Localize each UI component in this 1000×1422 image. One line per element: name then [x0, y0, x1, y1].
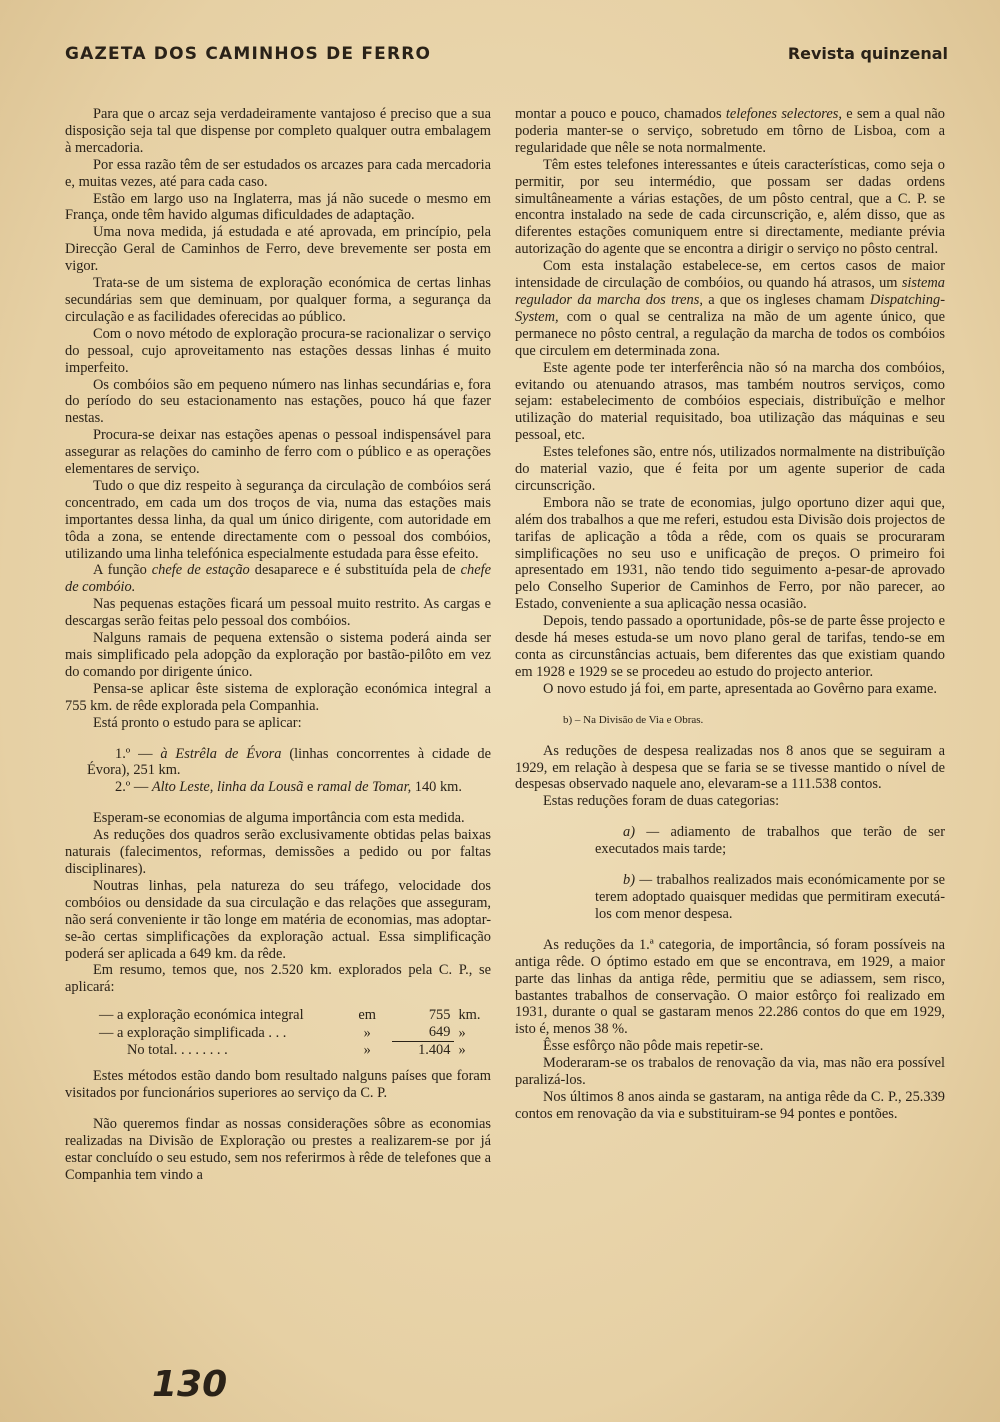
paragraph: Procura-se deixar nas estações apenas o pessoal indispensável para assegurar as relações do caminho de ferro com o público e as operações elementares de serviço. [65, 427, 491, 478]
right-column [515, 106, 945, 1123]
paragraph: Moderaram-se os trabalos de renovação da via, mas não era possível paralizá-los. [515, 1055, 945, 1089]
summary-table [95, 1007, 491, 1059]
table-row: No total. . . . . . . . » 1.404 » [127, 1042, 466, 1059]
paragraph: Estão em largo uso na Inglaterra, mas já não sucede o mesmo em França, onde têm havido algumas dificuldades de adaptação. [65, 190, 491, 224]
journal-title: GAZETA DOS CAMINHOS DE FERRO [65, 44, 432, 64]
paragraph: Os combóios são em pequeno número nas linhas secundárias e, fora do período do seu estacionamento nas estações, pouco há que fazer nestas. [65, 376, 491, 427]
paragraph: Estes telefones são, entre nós, utilizados normalmente na distribuïção do material vazio, que é feita por um agente superior de cada circunscrição. [515, 444, 945, 494]
table-row: — a exploração simplificada . . . » 649 » [99, 1024, 466, 1041]
paragraph: Têm estes telefones interessantes e úteis características, como seja o permitir, por seu intermédio, que possam ser dadas ordens simultâneamente a várias estações, de um pôsto central, que a C. P. se encontra instalado na sede de cada circunscrição, e, além disso, que as diferentes estações comuniquem entre si directamente, mediante prévia autorização do agente que se encontra a dirigir o serviço no pôsto central. [515, 156, 945, 258]
table-row: — a exploração económica integral em 755 km. [99, 1007, 481, 1024]
paragraph: Está pronto o estudo para se aplicar: [93, 714, 302, 731]
page-number: 130 [152, 1364, 228, 1405]
paragraph: Êsse esfôrço não pôde mais repetir-se. [543, 1038, 764, 1055]
paragraph: A função chefe de estação desaparece e é substituída pela de chefe de combóio. [65, 562, 492, 596]
paragraph: Esperam-se economias de alguma importância com esta medida. [93, 810, 465, 827]
section-subheading: b) – Na Divisão de Via e Obras. [563, 713, 704, 726]
paragraph: Pensa-se aplicar êste sistema de exploração económica integral a 755 km. de rêde explorada pela Companhia. [65, 680, 491, 714]
list-item: b) — trabalhos realizados mais económicamente por se terem adoptado quaisquer medidas que permitiram executá-los com menor despesa. [595, 872, 946, 922]
paragraph: Em resumo, temos que, nos 2.520 km. explorados pela C. P., se aplicará: [65, 962, 491, 996]
paragraph: As reduções da 1.ª categoria, de importância, só foram possíveis na antiga rêde. O óptimo estado em que se encontrava, em 1929, a maior parte das linhas da antiga rêde, permitiu que se adiassem, sem risco, bastantes trabalhos de conservação. O maior estôrço foi realizado em 1931, durante o qual se gastaram menos 22.286 contos do que em 1929, isto é, menos 38 %. [515, 936, 945, 1038]
paragraph: Tudo o que diz respeito à segurança da circulação de combóios será concentrado, em cada um dos troços de via, numa das estações mais importantes dessa linha, da qual um único dirigente, com autoridade em tôda a zona, se entende directamente com o pessoal dos combóios, utilizando uma linha telefónica especialmente estudada para êsse efeito. [65, 477, 491, 562]
left-column [65, 106, 491, 1184]
list-item: a) — adiamento de trabalhos que terão de ser executados mais tarde; [595, 824, 945, 858]
paragraph: Este agente pode ter interferência não só na marcha dos combóios, evitando ou atenuando atrasos, mas também noutros serviços, como sejam: estabelecimento de combóios especiais, distribuïção e melhor utilização do material requisitado, boa utilização das máquinas e seu pessoal, etc. [515, 359, 945, 444]
paragraph: Com o novo método de exploração procura-se racionalizar o serviço do pessoal, cujo aproveitamento nas estações dessas linhas é muito imperfeito. [65, 325, 491, 376]
paragraph: Depois, tendo passado a oportunidade, pôs-se de parte êsse projecto e desde há meses estuda-se um novo plano geral de tarifas, tendo-se em conta as circunstâncias actuais, bem diferentes das que existiam quando em 1928 e 1929 se se procedeu ao estudo do projecto anterior. [515, 613, 945, 680]
paragraph: Estes métodos estão dando bom resultado nalguns países que foram visitados por funcionários superiores ao serviço da C. P. [65, 1068, 491, 1102]
paragraph: Por essa razão têm de ser estudados os arcazes para cada mercadoria e, muitas vezes, até para cada caso. [65, 156, 491, 190]
paragraph: Com esta instalação estabelece-se, em certos casos de maior intensidade de circulação de combóios, ou quando há atrasos, um sistema regulador da marcha dos trens, a que os ingleses chamam Dispatching-System, com o qual se centraliza na mão de um agente único, que permanece no pôsto central, a regulação da marcha de todos os combóios que circulem em determinada zona. [515, 258, 945, 359]
paragraph: As reduções de despesa realizadas nos 8 anos que se seguiram a 1929, em relação à despesa que se faria se se tivesse mantido o nível de despesas observado naquele ano, elevaram-se a 111.538 contos. [515, 742, 945, 793]
paragraph: montar a pouco e pouco, chamados telefones selectores, e sem a qual não poderia manter-se o serviço, sobretudo em tôrno de Lisboa, com a regularidade que nêle se nota normalmente. [515, 106, 945, 156]
list-item: 1.º — à Estrêla de Évora (linhas concorrentes à cidade de Évora), 251 km. [87, 745, 491, 779]
paragraph: Nos últimos 8 anos ainda se gastaram, na antiga rêde da C. P., 25.339 contos em renovação da via e substituiram-se 94 pontes e pontões. [515, 1088, 945, 1122]
paragraph: Uma nova medida, já estudada e até aprovada, em princípio, pela Direcção Geral de Caminhos de Ferro, deve brevemente ser posta em vigor. [65, 224, 491, 275]
list-item: 2.º — Alto Leste, linha da Lousã e ramal de Tomar, 140 km. [115, 779, 462, 796]
journal-subtitle: Revista quinzenal [787, 44, 948, 63]
paragraph: Embora não se trate de economias, julgo oportuno dizer aqui que, além dos trabalhos a que me referi, estudou esta Divisão dois projectos de tarifas de aplicação a tôda a rêde, com os quais se procuraram simplificações no seu uso e unificação de preços. O primeiro foi apresentado em 1931, não tendo tido seguimento a-pesar-de aprovado pelo Conselho Superior de Caminhos de Ferro, por não parecer, ao Estado, conveniente a sua aplicação nessa ocasião. [515, 494, 945, 613]
paragraph: Para que o arcaz seja verdadeiramente vantajoso é preciso que a sua disposição seja tal que dispense por completo qualquer outra embalagem à mercadoria. [65, 106, 491, 156]
paragraph: As reduções dos quadros serão exclusivamente obtidas pelas baixas naturais (falecimentos, reformas, demissões a pedido ou por faltas disciplinares). [65, 827, 491, 877]
paragraph: Noutras linhas, pela natureza do seu tráfego, velocidade dos combóios ou densidade da sua circulação e das relações que asseguram, não será conveniente ir tão longe em matéria de economias, mas adoptar-se-ão certas simplificações da exploração actual. Essa simplificação poderá ser aplicada a 649 km. da rêde. [65, 877, 491, 962]
paragraph: Nalguns ramais de pequena extensão o sistema poderá ainda ser mais simplificado pela adopção da exploração por bastão-pilôto em vez do comando por dirigente único. [65, 630, 491, 680]
paragraph: Não queremos findar as nossas considerações sôbre as economias realizadas na Divisão de Exploração ou prestes a realizarem-se por já estar concluído o seu estudo, sem nos referirmos à rêde de telefones que a Companhia tem vindo a [65, 1116, 491, 1183]
paragraph: Estas reduções foram de duas categorias: [543, 793, 780, 810]
paragraph: Nas pequenas estações ficará um pessoal muito restrito. As cargas e descargas serão feitas pelo pessoal dos combóios. [65, 596, 491, 630]
paragraph: Trata-se de um sistema de exploração económica de certas linhas secundárias sem que deminuam, por qualquer forma, a segurança da circulação e as facilidades oferecidas ao público. [65, 275, 491, 325]
paragraph: O novo estudo já foi, em parte, apresentada ao Govêrno para exame. [543, 680, 937, 697]
